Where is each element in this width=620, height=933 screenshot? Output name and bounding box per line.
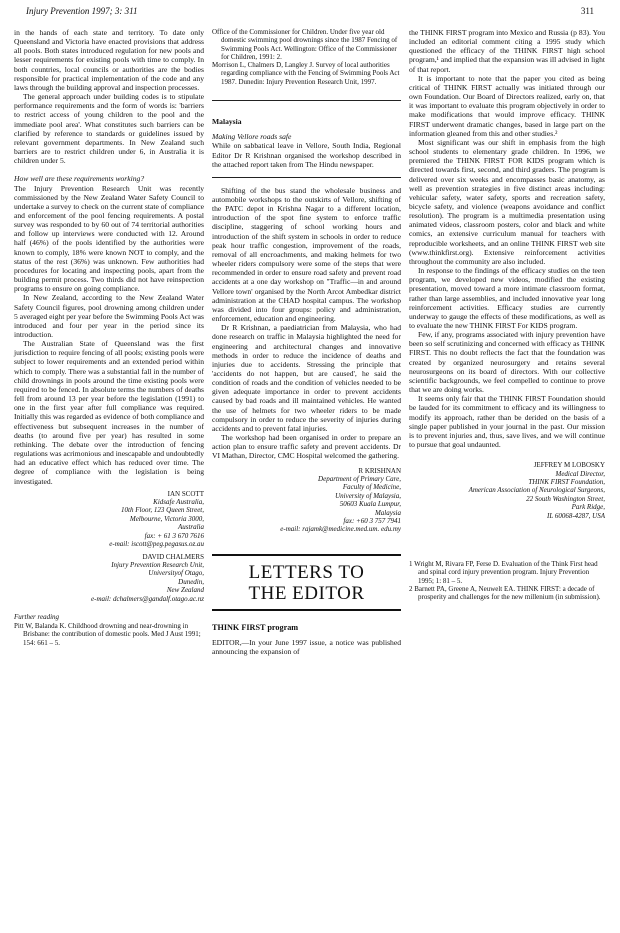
paragraph: The Injury Prevention Research Unit was recently commissioned by the New Zealand Water Safety Council to undertake a survey to check on the current state of compliance and enforcement of the pool fencing requirements. A postal survey was responded to by 60 out of 74 territorial authorities and follow up interviews were conducted with 12. Around half (46%) of the pools identified by the authorities were known to comply, 18% were known NOT to comply, and the status of the rest (36%) was unknown. Few authorities had procedures for locating and inspecting pools, apart from the building permit process. Two thirds did not have reinspection programs to ensure on going compliance. [14,183,204,294]
letters-banner [212,554,401,611]
paragraph: In response to the findings of the efficacy studies on the teen program, we developed new videos, modified the existing presentation, moved toward a more intimate classroom format, rather than large assemblies, and included innovative year long reinforcement activities. Efficacy studies are currently underway to gauge the effects of these modifications, as well as to evaluate the new THINK FIRST For KIDS program. [409,266,605,330]
address-line: American Association of Neurological Surgeons, [468,486,605,495]
signature-lobosky [409,461,605,520]
address-line: Dunedin, [178,577,204,586]
address-line: IL 60068-4287, USA [546,511,605,520]
reference: Morrison L, Chalmers D, Langley J. Survey of local authorities regarding compliance with the Fencing of Swimming Pools Act 1987. Dunedin: Injury Prevention Research Unit, 1997. [212,61,400,86]
address-line: 22 South Washington Street, [526,494,605,503]
author-name: IAN SCOTT [167,489,204,498]
banner-line: THE EDITOR [248,582,365,604]
divider [212,177,401,178]
paragraph: In New Zealand, according to the New Zealand Water Safety Council figures, pool drowning among children under 5 averaged eight per year before the Swimming Pools Act was introduced and four per year in the period since its introduction. [14,293,204,339]
paragraph: The workshop had been organised in order to prepare an action plan to ensure traffic safety and prevent accidents. Dr VI Mathan, Director, CMC Hospital welcomed the gathering. [212,433,401,461]
signature-krishnan [212,467,401,534]
further-reading-label: Further reading [14,612,60,621]
author-name: R KRISHNAN [358,466,401,475]
paragraph: Dr R Krishnan, a paediatrician from Malaysia, who had done research on traffic in Malaysia highlighted the need for engineering and architectural changes and innovative methods in order to reduce the incidence of deaths and injuries due to accidents. Stressing the principle that 'accidents do not happen, but are caused', he said the condition of roads and the condition of vehicles needed to be given adequate importance in order to prevent accidents caused by bad roads and ill maintained vehicles. He wanted the use of helmets for two wheeler riders to be made compulsory in order to reduce the severity of injuries during accidents and to prevent fatal injuries. [212,323,401,433]
address-line: Injury Prevention Research Unit, [111,560,204,569]
email-line: e-mail: rajamk@medicine.med.um. edu.my [280,525,401,534]
letter-heading: THINK FIRST program [212,622,299,632]
paragraph: Shifting of the bus stand the wholesale business and automobile workshops to the outskirts of Vellore, shifting of the PATC depot in Krishna Nagar to a different location, introduction of the spot fine system to enforce traffic discipline, staggering of school working hours and introduction of the shift system in schools in order to reduce peak hour traffic congestion, improvement of the roads, removal of all encroachments, and making helmets for two wheeler riders compulsory were some of the steps that were recommended in order to ensure road safety and prevent road accidents at a one day workshop on "Traffic—in and around Vellore town' organised by the North Arcot Ambedkar district administration at the CHAD hospital campus. The workshop was divided into four groups: policy and administration, enforcement, education and engineering. [212,185,401,324]
address-line: Australia [177,523,204,532]
paragraph: The general approach under building codes is to stipulate performance requirements and the form of words is: 'barriers to restrict access of young children to the pool and the immediate pool area'. What constitutes such barriers can be clarified by reference to standards or guidelines issued by relevant government departments. In New Zealand such barriers are to restrict children under 6, in Australia it is children under 5. [14,92,204,166]
subheading: Making Vellore roads safe [212,132,292,142]
running-header [26,6,594,20]
paragraph: EDITOR,—In your June 1997 issue, a notice was published announcing the expansion of [212,637,401,657]
signature-chalmers [14,553,204,603]
email-line: e-mail: iscott@peg.pegasus.oz.au [109,540,204,549]
page-number: 311 [580,6,594,16]
journal-citation: Injury Prevention 1997; 3: 311 [26,6,138,16]
paragraph: It is important to note that the paper you cited as being critical of THINK FIRST actually was initiated through our own Foundation. Our Board of Directors realized, early on, that it was important to evaluate this program objectively in order to make modifications that would improve efficacy. THINK FIRST underwent dramatic changes, based in large part on the information gleaned from this and other studies.² [409,73,605,138]
reference: 2 Barnett PA, Greene A, Neuwelt EA. THINK FIRST: a decade of prosperity and challenges for the new millenium (in submission). [409,584,601,602]
reference: Pitt W, Balanda K. Childhood drowning and near-drowning in Brisbane: the contribution of domestic pools. Med J Aust 1991; 154: 661 – 5. [14,622,201,647]
author-name: DAVID CHALMERS [142,552,204,561]
address-line: Department of Primary Care, [318,474,401,483]
address-line: THINK FIRST Foundation, [528,478,605,486]
paragraph: Few, if any, programs associated with injury prevention have been so self scrutinizing and concerned with efficacy as THINK FIRST. This no doubt reflects the fact that the foundation was created by organized neurosurgery and retains several neurosurgeons on its board of directors. With our collective scientific backgrounds, we feel compelled to continue to prove that we are doing works. [409,330,605,395]
address-line: Faculty of Medicine, [342,483,401,492]
column-1 [14,28,204,647]
address-line: Park Ridge, [571,503,605,512]
paragraph: in the hands of each state and territory. To date only Queensland and Victoria have enacted provisions that address all pools. Both states introduced regulation for new pools and lesser requirements for existing pools with time to comply. In both countries, local councils or authorities are the bodies responsible for practical implementation of the code and any laws through the building approval and inspection processes. [14,28,204,92]
fax-line: fax: + 61 3 670 7616 [144,531,204,540]
address-line: 10th Floor, 123 Queen Street, [121,506,204,515]
paragraph: It seems only fair that the THINK FIRST Foundation should be lauded for its commitment to efficacy and its willingness to modify its approach, rather than be derided on the basis of a single paper published in your journal in the past. Our mission is to prevent injuries and, thus, save lives, and we will continue to pursue that goal undaunted. [409,394,605,450]
address-line: 50603 Kuala Lumpur, [339,500,401,509]
intro-paragraph: While on sabbatical leave in Vellore, South India, Regional Editor Dr R Krishnan organised the workshop described in the attached report taken from The Hindu newspaper. [212,141,401,169]
address-line: Universityof Otago, [148,569,204,578]
paragraph: Most significant was our shift in emphasis from the high school students to elementary grade children. In 1996, we premiered the THINK FIRST FOR KIDS program which is directed towards first, second, and third graders. The program is delivered over six weeks and encompasses basic anatomy, as well as prevention strategies in five distinct areas including: vehicular safety, water safety, sports and recreation safety, bicycle safety, and violence (weapons avoidance and conflict resolution). The program is a multimedia presentation using animated videos, classroom posters, color and black and white comics, an extensive curriculum manual for teachers with reproducible worksheets, and an online THINK FIRST web site (www.thinkfirst.org). Extensive reinforcement activities throughout the community are also included. [409,137,605,266]
column-2 [212,28,401,656]
address-line: Kidsafe Australia, [153,498,204,507]
address-line: Medical Director, [555,469,605,478]
banner-line: LETTERS TO [248,561,365,583]
email-line: e-mail: dchalmers@gandalf.otago.ac.nz [91,594,204,603]
address-line: New Zealand [166,586,204,595]
divider [212,100,401,101]
column-3 [409,28,605,602]
subheading: How well are these requirements working? [14,174,145,184]
section-heading: Malaysia [212,117,242,127]
address-line: Malaysia [374,508,401,517]
author-name: JEFFREY M LOBOSKY [533,461,605,470]
address-line: University of Malaysia, [335,491,401,500]
reference: 1 Wright M, Rivara FP, Ferse D. Evaluation of the Think First head and spinal cord injury prevention program. Injury Prevention 1995; 1: 81 – 5. [409,560,598,585]
fax-line: fax: +60 3 757 7941 [343,516,401,525]
signature-scott [14,490,204,549]
paragraph: the THINK FIRST program into Mexico and Russia (p 83). You included an editorial comment citing a 1995 study which questioned the efficacy of the THINK FIRST high school program,¹ and implied that the expansion was ill advised in light of that report. [409,28,605,74]
paragraph: The Australian State of Queensland was the first jurisdiction to require fencing of all pools; existing pools were subject to lower requirements and an extended period within which to comply. There was a substantial fall in the number of child drownings in pools around the time existing pools were required to be fenced. In absolute terms the numbers of deaths fell from around 13 per year before the legislation (1991) to one in the first year after full compliance was required. Initially this was regarded as evidence of both compliance and effectiveness but subsequent increases in the number of deaths (to around five per year) has resulted in some rethinking. The debate over the introduction of fencing regulations was acrimonious and inescapable and undoubtedly had an educative effect which has reduced over time. The degree of compliance with the legislation is being investigated. [14,339,204,486]
address-line: Melbourne, Victoria 3000, [129,514,204,523]
reference: Office of the Commissioner for Children. Under five year old domestic swimming pool drownings since the 1987 Fencing of Swimming Pools Act. Wellington: Office of the Commissioner for Children, 1991: 2. [212,28,398,61]
